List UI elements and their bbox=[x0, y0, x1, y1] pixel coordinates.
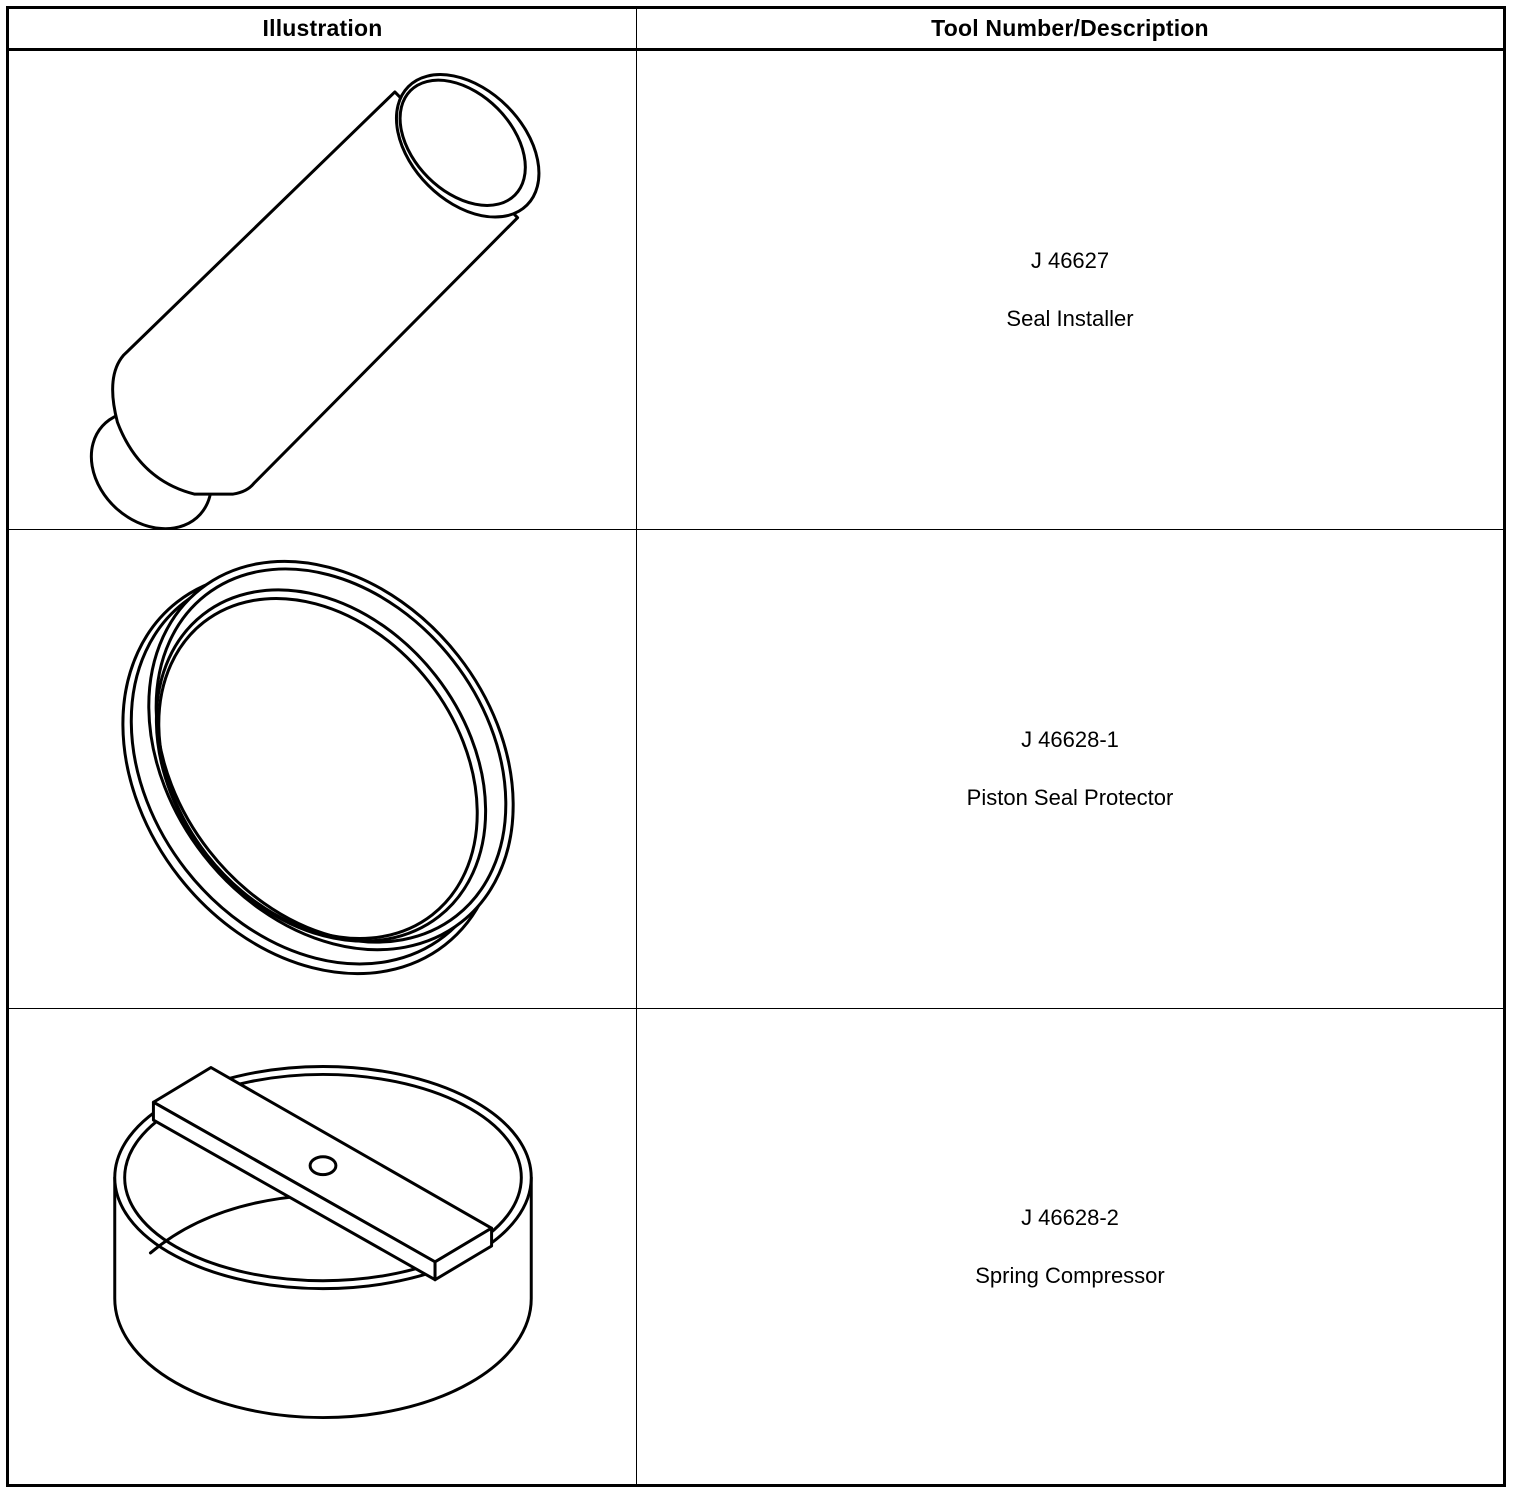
tool-description: Seal Installer bbox=[1006, 306, 1134, 331]
spring-compressor-drawing-icon bbox=[9, 1009, 637, 1484]
description-cell-row-1 bbox=[637, 51, 1503, 530]
piston-seal-protector-drawing-icon bbox=[9, 530, 637, 1008]
tool-table bbox=[6, 6, 1506, 1487]
illustration-cell-row-1 bbox=[9, 51, 637, 530]
tool-description: Spring Compressor bbox=[975, 1262, 1165, 1288]
tool-description: Piston Seal Protector bbox=[966, 785, 1174, 810]
header-tool-description: Tool Number/Description bbox=[637, 9, 1503, 51]
description-cell-row-3 bbox=[637, 1009, 1503, 1484]
tool-number: J 46628-1 bbox=[1021, 727, 1119, 752]
description-cell-row-2 bbox=[637, 530, 1503, 1009]
seal-installer-drawing-icon bbox=[9, 51, 637, 529]
tool-number: J 46627 bbox=[1030, 248, 1110, 273]
illustration-cell-row-3 bbox=[9, 1009, 637, 1484]
illustration-cell-row-2 bbox=[9, 530, 637, 1009]
header-illustration: Illustration bbox=[9, 9, 637, 51]
tool-number: J 46628-2 bbox=[1021, 1204, 1119, 1230]
